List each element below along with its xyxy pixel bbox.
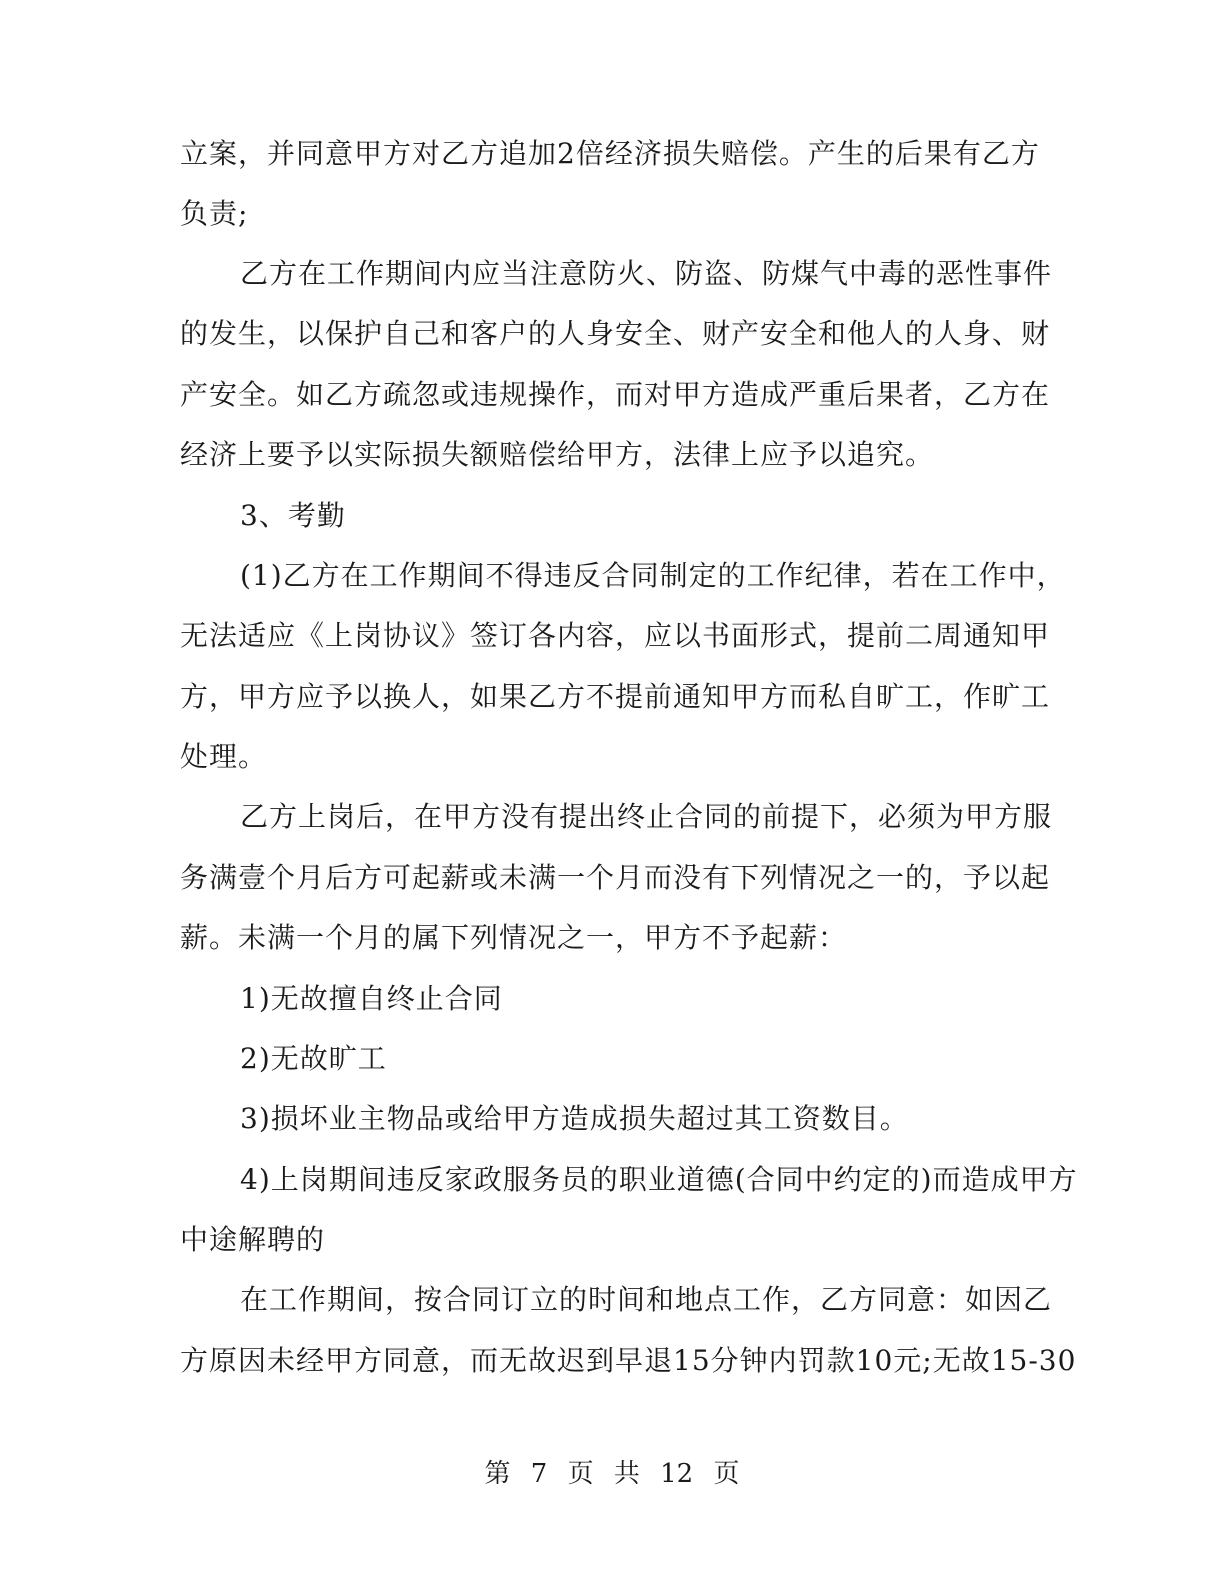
- text-line: 乙方上岗后，在甲方没有提出终止合同的前提下，必须为甲方服: [240, 800, 1053, 833]
- footer-label-page: 第: [484, 1459, 511, 1489]
- list-item: 3)损坏业主物品或给甲方造成损失超过其工资数目。: [240, 1102, 909, 1135]
- current-page-number: 7: [530, 1459, 548, 1489]
- text-line: 处理。: [180, 740, 268, 773]
- text-line: 务满壹个月后方可起薪或未满一个月而没有下列情况之一的，予以起: [180, 861, 1051, 894]
- text-line: 方原因未经甲方同意，而无故迟到早退15分钟内罚款10元;无故15-30: [180, 1344, 1077, 1377]
- text-line: 在工作期间，按合同订立的时间和地点工作，乙方同意：如因乙: [240, 1283, 1053, 1316]
- section-heading: 3、考勤: [240, 499, 346, 532]
- text-line: 乙方在工作期间内应当注意防火、防盗、防煤气中毒的恶性事件: [240, 257, 1053, 290]
- footer-label-total: 共: [613, 1459, 640, 1489]
- text-line: 薪。未满一个月的属下列情况之一，甲方不予起薪：: [180, 921, 848, 954]
- text-line: 产安全。如乙方疏忽或违规操作，而对甲方造成严重后果者，乙方在: [180, 378, 1051, 411]
- list-item: 2)无故旷工: [240, 1042, 387, 1075]
- footer-label-unit: 页: [713, 1459, 740, 1489]
- total-pages-number: 12: [660, 1459, 694, 1489]
- text-line: (1)乙方在工作期间不得违反合同制定的工作纪律，若在工作中，: [240, 559, 1066, 592]
- page-number-footer: [0, 1456, 1224, 1492]
- text-line: 的发生，以保护自己和客户的人身安全、财产安全和他人的人身、财: [180, 317, 1051, 350]
- list-item: 4)上岗期间违反家政服务员的职业道德(合同中约定的)而造成甲方: [240, 1163, 1078, 1196]
- list-item: 1)无故擅自终止合同: [240, 982, 503, 1015]
- text-line: 方，甲方应予以换人，如果乙方不提前通知甲方而私自旷工，作旷工: [180, 680, 1051, 713]
- text-line: 立案，并同意甲方对乙方追加2倍经济损失赔偿。产生的后果有乙方: [180, 137, 1040, 170]
- text-line: 经济上要予以实际损失额赔偿给甲方，法律上应予以追究。: [180, 438, 935, 471]
- text-line: 负责;: [180, 197, 249, 230]
- text-line: 中途解聘的: [180, 1223, 326, 1256]
- footer-label-unit: 页: [567, 1459, 594, 1489]
- text-line: 无法适应《上岗协议》签订各内容，应以书面形式，提前二周通知甲: [180, 619, 1051, 652]
